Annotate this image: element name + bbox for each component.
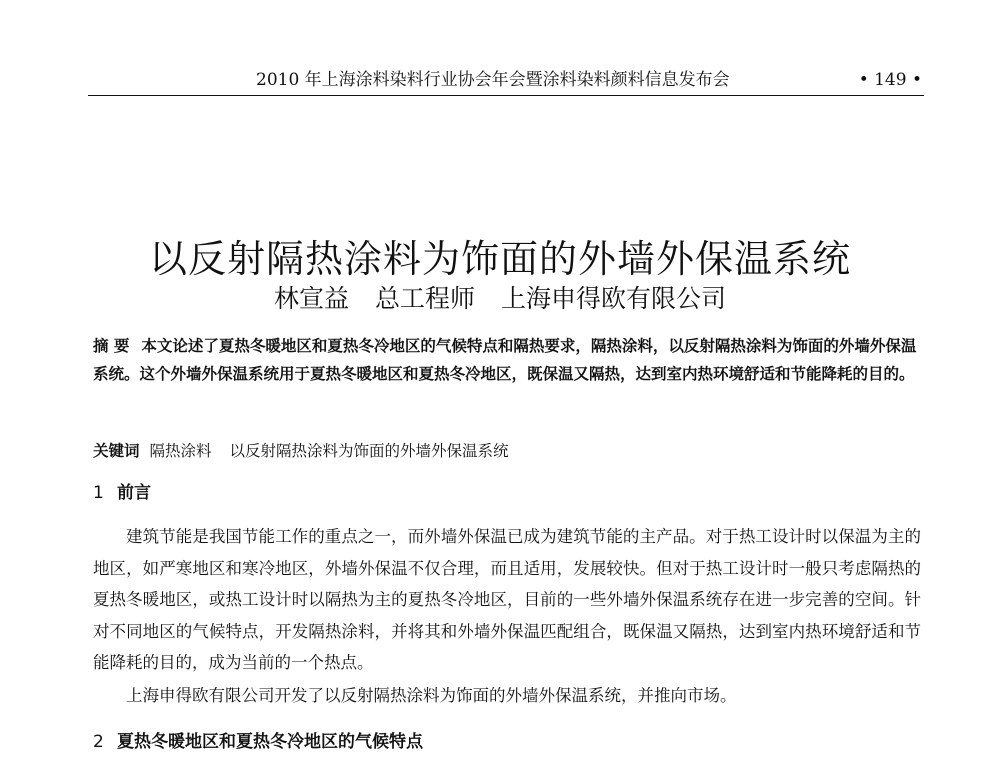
author-name: 林宣益 [273,284,349,313]
section-number: 2 [93,732,104,752]
running-header [88,68,924,96]
section-title: 夏热冬暖地区和夏热冬冷地区的气候特点 [117,732,423,752]
keyword-item: 隔热涂料 [149,442,212,460]
section-heading-climate [93,728,423,756]
section-number: 1 [93,483,104,503]
body-paragraph: 建筑节能是我国节能工作的重点之一，而外墙外保温已成为建筑节能的主产品。对于热工设计时以保温为主的地区，如严寒地区和寒冷地区，外墙外保温不仅合理，而且适用，发展较快。但对于热工设计时一般只考虑隔热的夏热冬暖地区，或热工设计时以隔热为主的夏热冬冷地区，目前的一些外墙外保温系统存在进一步完善的空间。针对不同地区的气候特点，开发隔热涂料，并将其和外墙外保温匹配组合，既保温又隔热，达到室内热环境舒适和节能降耗的目的，成为当前的一个热点。 [93,527,921,673]
keywords-label: 关键词 [93,442,140,460]
body-paragraph: 上海申得欧有限公司开发了以反射隔热涂料为饰面的外墙外保温系统，并推向市场。 [126,686,737,705]
author-position: 总工程师 [374,284,475,313]
abstract-label: 摘 要 [93,337,130,355]
abstract-text: 本文论述了夏热冬暖地区和夏热冬冷地区的气候特点和隔热要求，隔热涂料，以反射隔热涂料为饰面的外墙外保温系统。这个外墙外保温系统用于夏热冬暖地区和夏热冬冷地区，既保温又隔热，达到室内热环境舒适和节能降耗的目的。 [93,336,917,383]
section-heading-introduction [93,479,151,507]
page-number: • 149 • [858,70,922,90]
author-byline [0,282,1000,316]
journal-title: 2010 年上海涂料染料行业协会年会暨涂料染料颜料信息发布会 [256,70,730,90]
section-title: 前言 [117,483,151,503]
abstract [93,332,921,388]
author-affiliation: 上海申得欧有限公司 [501,284,727,313]
keywords [93,437,921,465]
paper-title: 以反射隔热涂料为饰面的外墙外保温系统 [148,237,851,282]
keyword-item: 以反射隔热涂料为饰面的外墙外保温系统 [229,442,509,460]
header-rule [88,95,924,96]
